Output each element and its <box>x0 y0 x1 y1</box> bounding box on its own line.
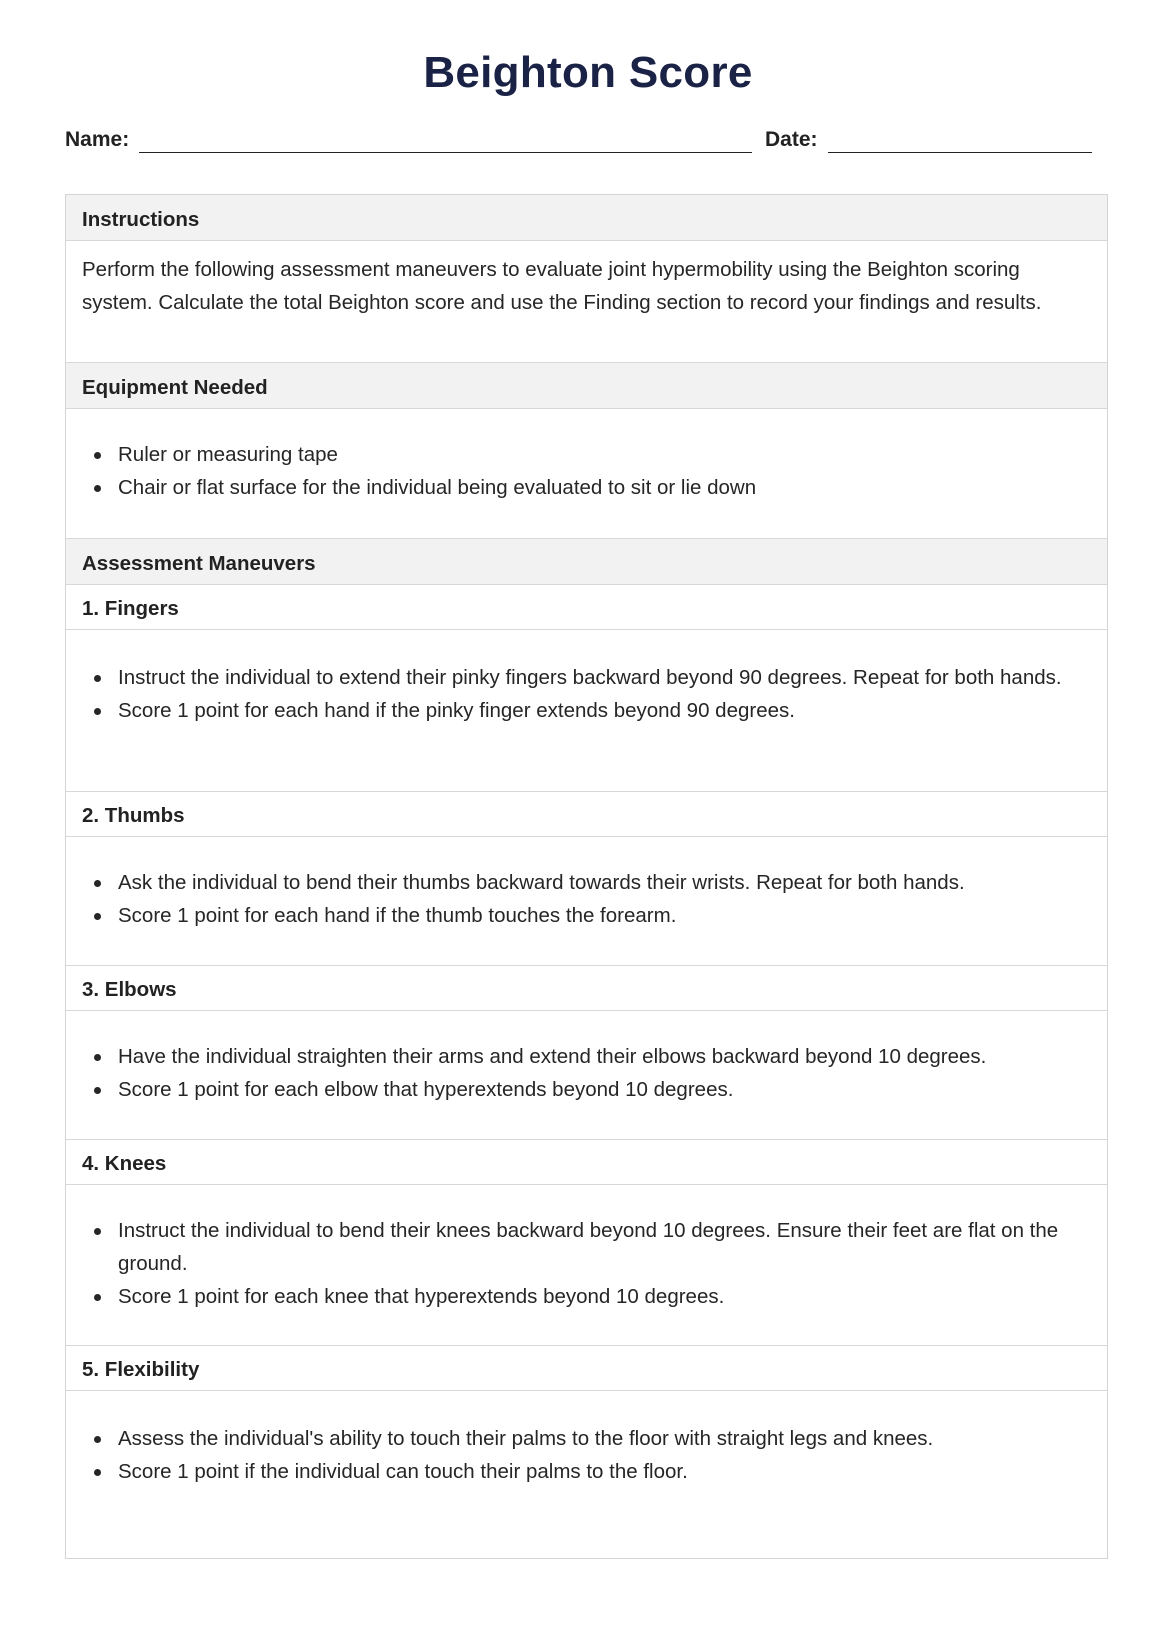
section-body <box>66 1011 1107 1140</box>
flexibility-title: 5. Flexibility <box>82 1358 200 1381</box>
instructions-header <box>66 195 1107 241</box>
section-title-row <box>66 1346 1107 1391</box>
date-field-line[interactable] <box>828 152 1092 153</box>
section-body <box>66 837 1107 966</box>
list-item: Score 1 point if the individual can touch their palms to the floor. <box>82 1455 1091 1488</box>
equipment-list <box>82 438 1091 504</box>
section-title-row <box>66 585 1107 630</box>
page-title: Beighton Score <box>423 48 753 97</box>
instructions-heading: Instructions <box>82 208 200 231</box>
assessment-heading: Assessment Maneuvers <box>82 552 316 575</box>
date-label: Date: <box>765 128 818 151</box>
section-title-row <box>66 966 1107 1011</box>
instructions-text: Perform the following assessment maneuvers to evaluate joint hypermobility using the Beighton scoring system. Calculate the total Beighton score and use the Finding section to record your findings and results. <box>82 258 1042 314</box>
equipment-header <box>66 363 1107 409</box>
equipment-heading: Equipment Needed <box>82 376 268 399</box>
list-item: Instruct the individual to extend their pinky fingers backward beyond 90 degrees. Repeat for both hands. <box>82 661 1091 694</box>
thumbs-title: 2. Thumbs <box>82 804 185 827</box>
knees-title: 4. Knees <box>82 1152 167 1175</box>
list-item: Chair or flat surface for the individual being evaluated to sit or lie down <box>82 471 1091 504</box>
assessment-form <box>65 194 1108 1559</box>
assessment-header <box>66 539 1107 585</box>
fingers-list <box>82 661 1091 727</box>
section-body <box>66 630 1107 792</box>
list-item: Instruct the individual to bend their knees backward beyond 10 degrees. Ensure their feet are flat on the ground. <box>82 1214 1091 1280</box>
name-label: Name: <box>65 128 130 151</box>
list-item: Score 1 point for each hand if the thumb touches the forearm. <box>82 899 1091 932</box>
section-title-row <box>66 792 1107 837</box>
list-item: Score 1 point for each elbow that hyperextends beyond 10 degrees. <box>82 1073 1091 1106</box>
list-item: Have the individual straighten their arms and extend their elbows backward beyond 10 degrees. <box>82 1040 1091 1073</box>
list-item: Ruler or measuring tape <box>82 438 1091 471</box>
list-item: Score 1 point for each knee that hyperextends beyond 10 degrees. <box>82 1280 1091 1313</box>
name-date-row <box>65 126 1100 156</box>
equipment-body <box>66 409 1107 539</box>
thumbs-list <box>82 866 1091 932</box>
fingers-title: 1. Fingers <box>82 597 179 620</box>
section-body <box>66 1391 1107 1559</box>
elbows-list <box>82 1040 1091 1106</box>
section-body <box>66 1185 1107 1346</box>
list-item: Assess the individual's ability to touch their palms to the floor with straight legs and knees. <box>82 1422 1091 1455</box>
flexibility-list <box>82 1422 1091 1488</box>
elbows-title: 3. Elbows <box>82 978 177 1001</box>
name-field-line[interactable] <box>139 152 752 153</box>
list-item: Ask the individual to bend their thumbs backward towards their wrists. Repeat for both hands. <box>82 866 1091 899</box>
list-item: Score 1 point for each hand if the pinky finger extends beyond 90 degrees. <box>82 694 1091 727</box>
knees-list <box>82 1214 1091 1313</box>
instructions-body <box>66 241 1107 363</box>
section-title-row <box>66 1140 1107 1185</box>
